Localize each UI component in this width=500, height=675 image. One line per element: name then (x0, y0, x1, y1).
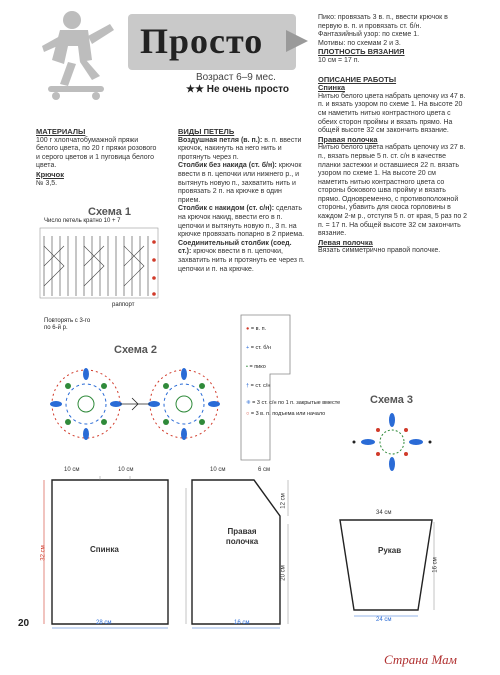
front-label: Правая полочка (225, 527, 259, 546)
legend-item: ● = в. п. (246, 326, 267, 332)
scheme3-title: Схема 3 (370, 394, 414, 406)
difficulty-level (186, 84, 289, 95)
loop2-name: Столбик без накида (ст. б/н): (178, 162, 277, 170)
front-right-bottom-dim: 20 см (280, 565, 287, 581)
loop1-text: в. п. ввести крючок, накинуть на него нить и протянуть через п. (178, 136, 302, 161)
loop1-name: Воздушная петля (в. п.): (178, 136, 263, 144)
loop-types-block (178, 128, 306, 274)
scheme1-note: Число петель кратно 10 + 7 (44, 218, 121, 224)
title-arrow (286, 30, 308, 52)
loop4-text: крючок ввести в п. цепочки, захватить нить и протянуть ее через п. цепочки и п. на крючке. (178, 248, 305, 273)
page-title: Просто (140, 21, 264, 61)
loop3-name: Столбик с накидом (ст. с/н): (178, 205, 275, 213)
back-text: Нитью белого цвета набрать цепочку из 47 в. п. и вязать узором по схеме 1. На высоте 20 см наметить нитью контрастного цвета с обеих сторон проймы и вязать прямо. На общей высоте 32 см закончить вязание. (318, 92, 466, 135)
back-height-dim: 32 см (40, 545, 47, 561)
front-right-top-dim: 12 см (280, 493, 287, 509)
age-label: Возраст 6–9 мес. (196, 72, 276, 83)
sleeve-top-dim: 34 см (376, 510, 392, 516)
level-text: Не очень просто (206, 84, 290, 95)
back-pattern (40, 476, 180, 632)
pico-text: Пико: провязать 3 в. п., ввести крючок в первую в. п. и провязать ст. б/н. (318, 14, 448, 30)
fantasy-pattern-text: Фантазийный узор: по схеме 1. (318, 31, 420, 39)
back-bottom-dim: 28 см (96, 620, 112, 626)
scheme1-title: Схема 1 (88, 206, 132, 218)
loop3-text: сделать на крючок накид, ввести его в п. цепочки и вытянуть новую п., 3 п. на крючке провязать попарно в 2 приема. (178, 205, 305, 239)
sleeve-pattern (330, 514, 442, 624)
back-label: Спинка (90, 545, 119, 554)
materials-text: 100 г хлопчатобумажной пряжи белого цвета, по 20 г пряжи розового и серого цветов и 1 пуговица белого цвета. (36, 136, 157, 170)
hook-heading: Крючок (36, 169, 64, 179)
legend-item: ⁜ = 3 ст. с/н по 1 п. закрытые вместе (246, 400, 341, 406)
right-front-heading: Правая полочка (318, 134, 378, 144)
sleeve-bottom-dim: 24 см (376, 617, 392, 623)
scheme1-diagram (38, 226, 162, 306)
materials-heading: МАТЕРИАЛЫ (36, 127, 86, 136)
back-top-left-dim: 10 см (64, 467, 80, 473)
sleeve-height-dim: 16 см (432, 557, 439, 573)
scheme3-diagram (350, 408, 434, 478)
front-top-right-dim: 6 см (258, 467, 271, 473)
sleeve-label: Рукав (378, 546, 402, 555)
legend-item: ○ = 3 в. п. подъема или начало (246, 411, 326, 417)
materials-block (36, 128, 161, 188)
right-front-text: Нитью белого цвета набрать цепочку из 27 в. п., вязать первые 5 п. ст. с/н в качестве планки застежки и оставшиеся 22 п. вязать узором по схеме 1. На высоте 20 см наметить нитью контрастного цвета со стороны бокового шва пройму и вязать прямо. Одновременно, с противоположной стороны, убавить для скоса горловины в каждом 2-м р., отступя 5 п. от края, 5 раз по 2 п. = 17 п. На общей высоте 32 см закончить вязание. (318, 144, 468, 238)
loop4-name: Соединительный столбик (соед. ст.): (178, 239, 292, 256)
page-number: 20 (18, 618, 30, 629)
star-icons: ★★ (186, 84, 204, 95)
left-front-text: Вязать симметрично правой полочке. (318, 247, 441, 255)
left-front-heading: Левая полочка (318, 237, 373, 247)
skateboarder-illustration (30, 2, 130, 104)
legend-list (246, 320, 346, 418)
back-heading: Спинка (318, 83, 346, 93)
density-text: 10 см = 17 п. (318, 56, 360, 64)
repeat-label: раппорт (112, 302, 135, 308)
work-heading: ОПИСАНИЕ РАБОТЫ (318, 74, 397, 84)
density-heading: ПЛОТНОСТЬ ВЯЗАНИЯ (318, 47, 405, 57)
loop2-text: крючок ввести в п. цепочки или нижнего р., и вытянуть новую п., захватить нить и провязать 2 п. на крючке в один прием. (178, 162, 302, 204)
legend-item: + = ст. б/н (246, 345, 271, 351)
hook-size: № 3,5. (36, 179, 58, 187)
front-top-left-dim: 10 см (210, 467, 226, 473)
scheme1-footer: Повторять с 3-го по 6-й р. (44, 318, 91, 331)
site-watermark: Страна Мам (384, 652, 457, 667)
scheme2-title: Схема 2 (114, 344, 158, 356)
legend-item: • = пико (246, 364, 266, 370)
scheme2-diagram (38, 352, 238, 462)
motifs-text: Мотивы: по схемам 2 и 3. (318, 39, 401, 47)
right-column (318, 14, 468, 256)
front-bottom-dim: 16 см (234, 620, 250, 626)
back-top-right-dim: 10 см (118, 467, 134, 473)
loops-heading: ВИДЫ ПЕТЕЛЬ (178, 127, 235, 136)
legend-item: † = ст. с/н (246, 383, 271, 389)
